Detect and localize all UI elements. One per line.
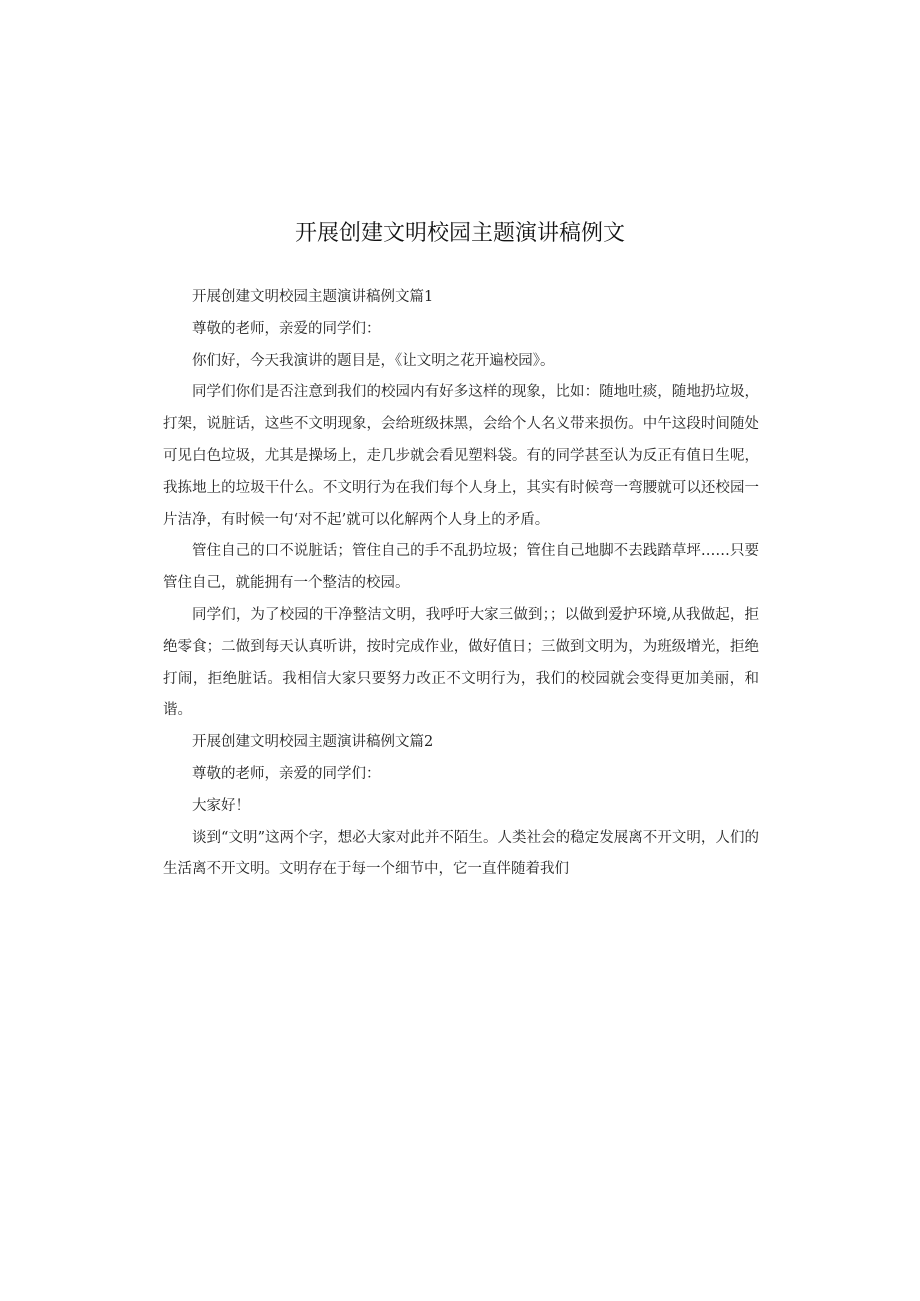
section-heading-1: 开展创建文明校园主题演讲稿例文篇1 [192, 289, 434, 305]
section-heading-2: 开展创建文明校园主题演讲稿例文篇2 [192, 734, 434, 751]
body-paragraph: 管住自己的口不说脏话；管住自己的手不乱扔垃圾；管住自己地脚不去践踏草坪……只要管住自己，就能拥有一个整洁的校园。 [163, 543, 759, 592]
salutation-paragraph: 尊敬的老师，亲爱的同学们： [192, 320, 381, 337]
body-paragraph: 同学们，为了校园的干净整洁文明，我呼吁大家三做到；；以做到爱护环境,从我做起，拒绝零食；二做到每天认真听讲，按时完成作业，做好值日；三做到文明为，为班级增光，拒绝打闹，拒绝脏话。我相信大家只要努力改正不文明行为，我们的校园就会变得更加美丽，和谐。 [163, 606, 759, 719]
document-body [163, 282, 759, 886]
greeting-paragraph: 你们好，今天我演讲的题目是，《让文明之花开遍校园》。 [192, 352, 555, 369]
body-paragraph: 谈到“文明”这两个字，想必大家对此并不陌生。人类社会的稳定发展离不开文明，人们的生活离不开文明。文明存在于每一个细节中，它一直伴随着我们 [163, 829, 759, 878]
body-paragraph: 同学们你们是否注意到我们的校园内有好多这样的现象，比如：随地吐痰，随地扔垃圾，打架，说脏话，这些不文明现象，会给班级抹黑，会给个人名义带来损伤。中午这段时间随处可见白色垃圾，尤其是操场上，走几步就会看见塑料袋。有的同学甚至认为反正有值日生呢，我拣地上的垃圾干什么。不文明行为在我们每个人身上，其实有时候弯一弯腰就可以还校园一片洁净，有时候一句‘对不起’就可以化解两个人身上的矛盾。 [163, 384, 759, 528]
document-title: 开展创建文明校园主题演讲稿例文 [294, 221, 625, 246]
salutation-paragraph: 尊敬的老师，亲爱的同学们： [192, 765, 381, 782]
greeting-paragraph: 大家好！ [192, 797, 250, 814]
